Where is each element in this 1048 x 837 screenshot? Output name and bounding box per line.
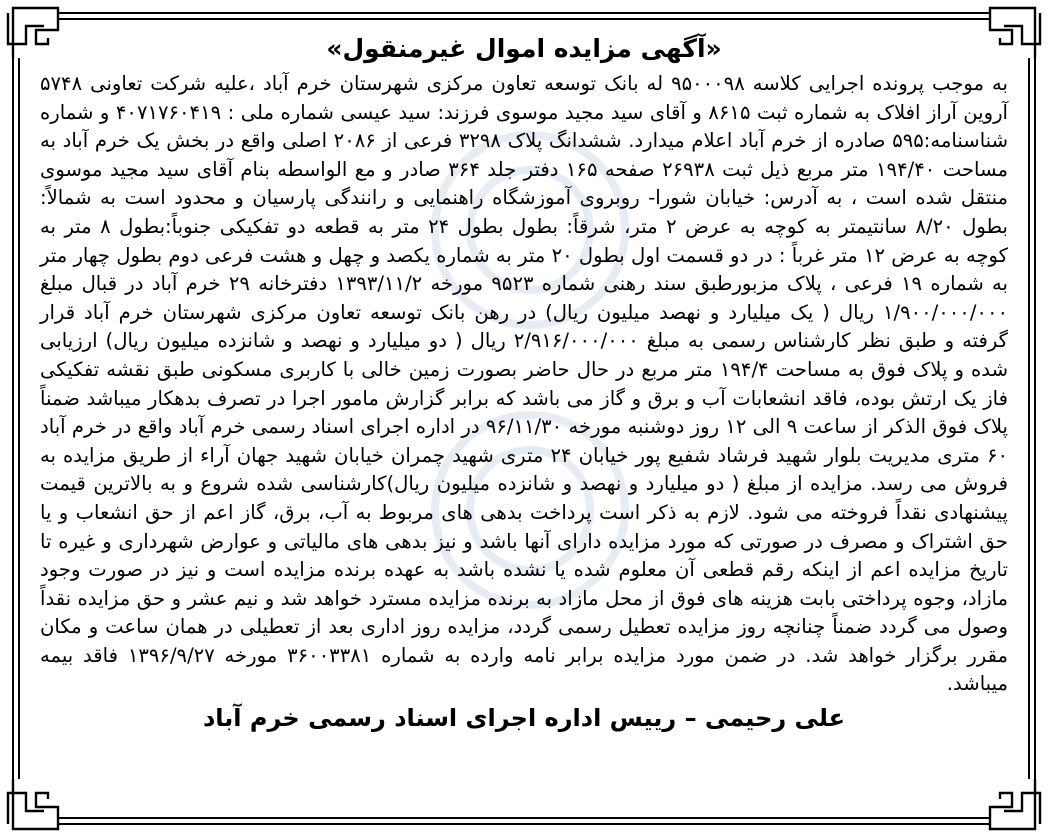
notice-content	[40, 30, 1008, 803]
notice-signature: علی رحیمی – رییس اداره اجرای اسناد رسمی خرم آباد	[202, 704, 846, 733]
notice-body: به موجب پرونده اجرایی کلاسه ۹۵۰۰۰۹۸ له بانک توسعه تعاون مرکزی شهرستان خرم آباد ،علیه شرکت تعاونی ۵۷۴۸ آروین آراز افلاک به شماره ثبت ۸۶۱۵ و آقای سید مجید موسوی فرزند: سید عیسی شماره ملی : ۴۰۷۱۷۶۰۴۱۹ و شماره شناسنامه:۵۹۵ صادره از خرم آباد اعلام میدارد. ششدانگ پلاک ۳۲۹۸ فرعی از ۲۰۸۶ اصلی واقع در بخش یک خرم آباد به مساحت ۱۹۴/۴۰ متر مربع ذیل ثبت ۲۶۹۳۸ صفحه ۱۶۵ دفتر جلد ۳۶۴ صادر و مع الواسطه بنام آقای سید مجید موسوی منتقل شده است ، به آدرس: خیابان شورا- روبروی آموزشگاه راهنمایی و رانندگی پارسیان و محدود است به شمالاً: بطول ۸/۲۰ سانتیمتر به کوچه به عرض ۲ متر، شرقاً: بطول بطول ۲۴ متر به قطعه دو تفکیکی جنوباً:بطول ۸ متر به کوچه به عرض ۱۲ متر غرباً : در دو قسمت اول بطول ۲۰ متر به شماره یکصد و چهل و هشت فرعی دوم بطول چهار متر به شماره ۱۹ فرعی ، پلاک مزبورطبق سند رهنی شماره ۹۵۲۳ مورخه ۱۳۹۳/۱۱/۲ دفترخانه ۲۹ خرم آباد در قبال مبلغ ۱/۹۰۰/۰۰۰/۰۰۰ ریال ( یک میلیارد و نهصد میلیون ریال) در رهن بانک توسعه تعاون مرکزی شهرستان خرم آباد قرار گرفته و طبق نظر کارشناس رسمی به مبلغ ۲/۹۱۶/۰۰۰/۰۰۰ ریال ( دو میلیارد و نهصد و شانزده میلیون ریال) ارزیابی شده و پلاک فوق به مساحت ۱۹۴/۴ متر مربع در حال حاضر بصورت زمین خالی با کاربری مسکونی طبق نقشه تفکیکی فاز یک ارتش بوده، فاقد انشعابات آب و برق و گاز می باشد که برابر گزارش مامور اجرا در تصرف بدهکار میباشد ضمناً پلاک فوق الذکر از ساعت ۹ الی ۱۲ روز دوشنبه مورخه ۹۶/۱۱/۳۰ در اداره اجرای اسناد رسمی خرم آباد واقع در خرم آباد ۶۰ متری مدیریت بلوار شهید فرشاد شفیع پور خیابان ۲۴ متری شهید چمران خیابان شهید جهان آراء از طریق مزایده به فروش می رسد. مزایده از مبلغ ( دو میلیارد و نهصد و شانزده میلیون ریال)کارشناسی شده شروع و به بالاترین قیمت پیشنهادی نقداً فروخته می شود. لازم به ذکر است پرداخت بدهی های مربوط به آب، برق، گاز اعم از حق انشعاب و یا حق اشتراک و مصرف در صورتی که مورد مزایده دارای آنها باشد و نیز بدهی های مالیاتی و عوارض شهرداری و غیره تا تاریخ مزایده اعم از اینکه رقم قطعی آن معلوم شده یا نشده باشد به عهده برنده مزایده است و نیز در صورت وجود مازاد، وجوه پرداختی بابت هزینه های فوق از محل مازاد به برنده مزایده مسترد خواهد شد و نیم عشر و حق مزایده نقداً وصول می گردد ضمناً چنانچه روز مزایده تعطیل رسمی گردد، مزایده روز اداری بعد از تعطیلی در همان ساعت و مکان مقرر برگزار خواهد شد. در ضمن مورد مزایده برابر نامه وارده به شماره ۳۶۰۰۳۳۸۱ مورخه ۱۳۹۶/۹/۲۷ فاقد بیمه میباشد.	[40, 72, 1009, 696]
notice-title: «آگهی مزایده اموال غیرمنقول»	[326, 34, 722, 63]
